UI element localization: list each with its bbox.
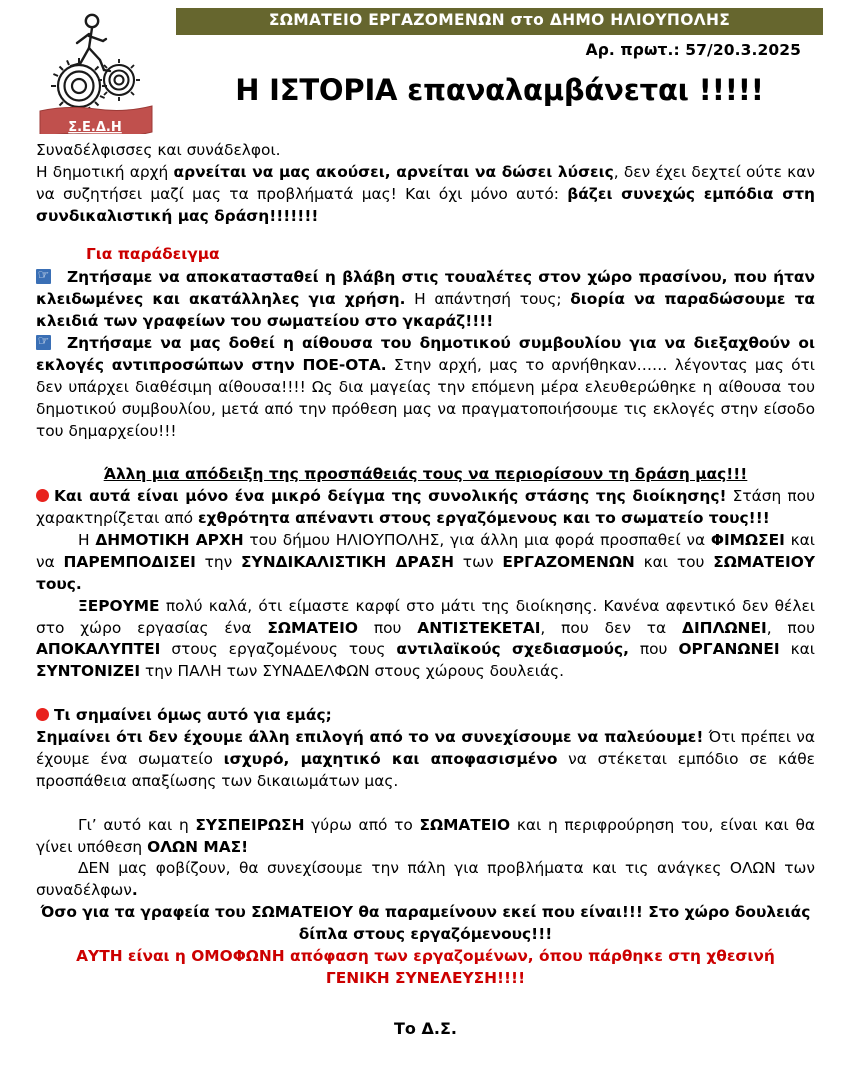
document-body [28,140,823,1040]
proof-p2-a: Η [78,531,96,549]
closing-p1-c: γύρω από το [304,815,420,834]
proof-p2-g: την [195,552,242,571]
example-1-bold-1: Ζητήσαμε να αποκατασταθεί η βλάβη στις τουαλέτες στον χώρο πρασίνου, που ήταν [67,268,815,287]
proof-p2-h: ΣΥΝΔΙΚΑΛΙΣΤΙΚΗ ΔΡΑΣΗ [241,552,454,571]
protocol-number: Αρ. πρωτ.: 57/20.3.2025 [585,40,801,59]
example-1-bold-2: κλειδωμένες και ακατάλληλες για χρήση. [36,290,406,309]
proof-p2-b: ΔΗΜΟΤΙΚΗ ΑΡΧΗ [95,531,244,549]
proof-p3-d: που [358,618,418,637]
proof-p2-i: των [454,552,503,571]
proof-p3-g: ΔΙΠΛΩΝΕΙ [682,618,767,637]
proof-p3-h: , που [766,618,816,637]
proof-p3-b: πολύ καλά, ότι είμαστε καρφί στο μάτι της διοίκησης. Κανένα αφεντικό δεν θέλει στο χώρο εργασίας ένα [36,596,815,637]
unanimous-decision-line-1: ΑΥΤΗ είναι η ΟΜΟΦΩΝΗ απόφαση των εργαζομένων, όπου πάρθηκε στη χθεσινή [76,946,775,965]
proof-p2-k: και του [634,552,714,571]
closing-paragraph-3 [36,902,815,946]
intro-paragraph [36,162,815,228]
gear-large [51,58,107,114]
proof-p3-k: αντιλαϊκούς σχεδιασμούς, [396,640,629,659]
proof-p3-e: ΑΝΤΙΣΤΕΚΕΤΑΙ [417,618,541,637]
proof-p3-i: ΑΠΟΚΑΛΥΠΤΕΙ [36,640,161,659]
proof-p3-j: στους εργαζομένους τους [160,640,397,659]
intro-line-1: Συναδέλφισσες και συνάδελφοι. [36,141,281,159]
proof-p3-p: την ΠΑΛΗ των ΣΥΝΑΔΕΛΦΩΝ στους χώρους δουλειάς. [140,662,565,681]
proof-p2-l: ΣΩΜΑΤΕΙΟΥ τους. [36,552,815,593]
proof-p1-normal-1: Στάση που χαρακτηρίζεται από [36,487,815,528]
closing-p2-end: . [131,881,138,900]
example-item-2 [36,333,815,442]
closing-p1-b: ΣΥΣΠΕΙΡΩΣΗ [195,815,305,834]
proof-p2-f: ΠΑΡΕΜΠΟΔΙΣΕΙ [63,552,196,571]
gear-small [98,59,140,101]
example-1-bold-3: διορία να παραδώσουμε τα κλειδιά των γραφείων του σωματείου στο γκαράζ!!!! [36,290,815,331]
proof-p1-bold-2: εχθρότητα απέναντι στους εργαζόμενους και το σωματείο τους!!! [197,509,770,528]
red-dot-bullet-icon [36,708,49,721]
closing-p1-a: Γι’ αυτό και η [78,815,196,834]
closing-p3-c: θα παραμείνουν εκεί που είναι!!! Στο χώρο δουλειάς δίπλα στους εργαζόμενους!!! [298,903,811,943]
proof-section-heading: Άλλη μια απόδειξη της προσπάθειάς τους να περιορίσουν τη δράση μας!!! [103,465,748,484]
closing-p3-b: ΣΩΜΑΤΕΙΟΥ [251,903,353,922]
closing-paragraph-1 [36,815,815,859]
union-logo-graphic [34,8,156,134]
meaning-normal-1: Ότι πρέπει να έχουμε ένα σωματείο [36,728,815,768]
example-1-normal-1: Η απάντησή τους; [405,290,571,309]
proof-paragraph-2 [36,530,815,596]
meaning-question: Τι σημαίνει όμως αυτό για εμάς; [54,706,332,725]
proof-paragraph-3 [36,596,815,684]
proof-p3-a: ΞΕΡΟΥΜΕ [78,596,160,615]
closing-p2-text: ΔΕΝ μας φοβίζουν, θα συνεχίσουμε την πάλη για προβλήματα και τις ανάγκες ΟΛΩΝ των συναδέλφων [36,859,815,900]
proof-p2-d: ΦΙΜΩΣΕΙ [710,531,785,549]
red-dot-bullet-icon [36,489,49,502]
organization-banner: ΣΩΜΑΤΕΙΟ ΕΡΓΑΖΟΜΕΝΩΝ στο ΔΗΜΟ ΗΛΙΟΥΠΟΛΗΣ [176,8,823,35]
example-2-bold-1: Ζητήσαμε να μας δοθεί η αίθουσα του δημοτικού συμβουλίου για να διεξαχθούν οι εκλογές αντιπροσώπων στην [36,334,815,374]
union-logo [34,8,156,134]
header-right-block [176,8,823,107]
proof-p2-j: ΕΡΓΑΖΟΜΕΝΩΝ [502,552,635,571]
proof-p3-c: ΣΩΜΑΤΕΙΟ [267,618,358,637]
example-item-1 [36,267,815,333]
example-2-normal-1: Στην αρχή, μας το αρνήθηκαν…… λέγοντας μας ότι δεν υπάρχει διαθέσιμη αίθουσα!!!! Ως δια μαγείας την επόμενη μέρα ελευθερώθηκε η αίθουσα του δημοτικού συμβουλίου, μετά από την πρόθεση μας να πραγματοποιήσουμε τις εκλογές στην είσοδο του δημαρχείου!!! [36,355,815,440]
proof-paragraph-1 [36,486,815,530]
proof-p2-e: και να [36,531,815,571]
proof-p2-c: του δήμου ΗΛΙΟΥΠΟΛΗΣ, για άλλη μια φορά προσπαθεί να [243,531,711,549]
closing-p3-a: Όσο για τα γραφεία του [40,903,252,922]
closing-p1-e: και η περιφρούρηση του, είναι και θα γίνει υπόθεση [36,815,816,856]
meaning-normal-2: να στέκεται εμπόδιο σε κάθε προσπάθεια απαξίωσης των δικαιωμάτων μας. [36,749,815,790]
signature: Το Δ.Σ. [394,1018,457,1038]
closing-p1-f: ΟΛΩΝ ΜΑΣ! [147,837,249,856]
document-header [28,0,823,140]
meaning-paragraph [36,727,815,793]
proof-p3-m: ΟΡΓΑΝΩΝΕΙ [678,640,780,659]
proof-p3-n: και [779,640,815,659]
meaning-bold-1: Σημαίνει ότι δεν έχουμε άλλη επιλογή από το να συνεχίσουμε να παλεύουμε! [36,728,704,746]
intro-text-c: , δεν έχει δεχτεί ούτε καν να συζητήσει μαζί μας τα προβλήματά μας! Και όχι μόνο αυτό: [36,162,815,203]
union-logo-label: Σ.Ε.Δ.Η [68,120,122,134]
intro-text-b: αρνείται να μας ακούσει, αρνείται να δώσει λύσεις [173,162,614,181]
meaning-bold-2: ισχυρό, μαχητικό και αποφασισμένο [223,749,558,768]
proof-p1-bold-1: Και αυτά είναι μόνο ένα μικρό δείγμα της συνολικής στάσης της διοίκησης! [54,487,727,506]
intro-text-d: βάζει συνεχώς εμπόδια στη συνδικαλιστική μας δράση!!!!!!! [36,184,815,225]
closing-paragraph-2 [36,858,815,902]
page-title: Η ΙΣΤΟΡΙΑ επαναλαμβάνεται !!!!! [235,72,764,107]
proof-p3-o: ΣΥΝΤΟΝΙΖΕΙ [36,662,141,681]
pointing-hand-icon: ☞ [37,268,50,284]
proof-p3-f: , που δεν τα [540,618,683,637]
intro-text-a: Η δημοτική αρχή [36,162,174,181]
meaning-question-line [36,705,815,727]
example-section-label: Για παράδειγμα [86,244,220,263]
pointing-hand-icon: ☞ [37,334,50,349]
unanimous-decision-line-2: ΓΕΝΙΚΗ ΣΥΝΕΛΕΥΣΗ!!!! [325,968,526,987]
proof-p3-l: που [628,640,679,659]
example-2-bold-2: ΠΟΕ-ΟΤΑ. [302,355,387,374]
closing-p1-d: ΣΩΜΑΤΕΙΟ [419,815,511,834]
